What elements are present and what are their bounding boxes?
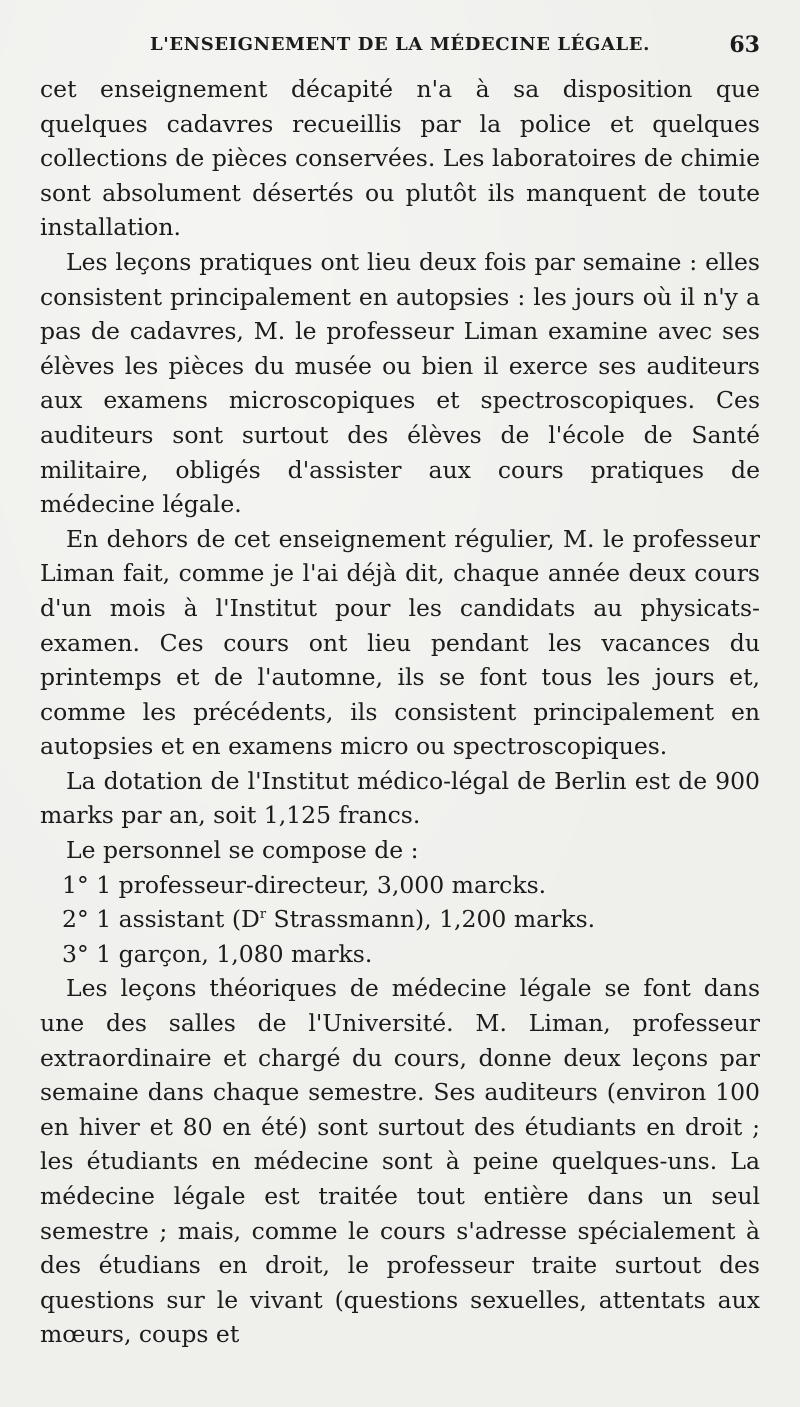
staff-list-number: 2° [62, 905, 89, 934]
paragraph-endowment: La dotation de l'Institut médico-légal de Berlin est de 900 marks par an, soit 1,125 francs. [40, 766, 760, 830]
staff-list-text: 1 garçon, 1,080 marks. [96, 939, 373, 968]
page-number: 63 [729, 32, 760, 58]
staff-list-item [40, 902, 760, 937]
paragraph-staff-intro: Le personnel se compose de : [66, 836, 419, 865]
running-title: L'ENSEIGNEMENT DE LA MÉDECINE LÉGALE. [150, 34, 650, 55]
running-header [40, 30, 760, 72]
staff-list-number: 1° [62, 870, 89, 899]
paragraph-theory-lessons: Les leçons théoriques de médecine légale se font dans une des salles de l'Université. M. Liman, professeur extraordinaire et chargé du cours, donne deux leçons par semaine dans chaque semestre. Ses auditeurs (environ 100 en hiver et 80 en été) sont surtout des étudiants en droit ; les étudiants en médecine sont à peine quelques-uns. La médecine légale est traitée tout entière dans un seul semestre ; mais, comme le cours s'adresse spécialement à des étudians en droit, le professeur traite surtout des questions sur le vivant (questions sexuelles, attentats aux mœurs, coups et [40, 974, 760, 1349]
staff-list-text: 1 assistant (D [96, 905, 260, 934]
page-body [40, 72, 760, 1352]
staff-list-text: Strassmann), 1,200 marks. [266, 905, 596, 934]
staff-list-item [40, 868, 760, 903]
staff-list-item [40, 937, 760, 972]
staff-list-number: 3° [62, 939, 89, 968]
title-superscript: r [259, 907, 267, 923]
staff-list-text: 1 professeur-directeur, 3,000 marcks. [96, 870, 547, 899]
paragraph-practical-lessons: Les leçons pratiques ont lieu deux fois par semaine : elles consistent principalement en autopsies : les jours où il n'y a pas de cadavres, M. le professeur Liman examine avec ses élèves les pièces du musée ou bien il exerce ses auditeurs aux examens microscopiques et spectroscopiques. Ces auditeurs sont surtout des élèves de l'école de Santé militaire, obligés d'assister aux cours pratiques de médecine légale. [40, 247, 760, 519]
paragraph-continuation: cet enseignement décapité n'a à sa disposition que quelques cadavres recueillis par la police et quelques collections de pièces conservées. Les laboratoires de chimie sont absolument désertés ou plutôt ils manquent de toute installation. [40, 75, 760, 242]
paragraph-extra-courses: En dehors de cet enseignement régulier, M. le professeur Liman fait, comme je l'ai déjà dit, chaque année deux cours d'un mois à l'Institut pour les candidats au physicats-examen. Ces cours ont lieu pendant les vacances du printemps et de l'automne, ils se font tous les jours et, comme les précédents, ils consistent principalement en autopsies et en examens micro ou spectroscopiques. [40, 524, 760, 761]
